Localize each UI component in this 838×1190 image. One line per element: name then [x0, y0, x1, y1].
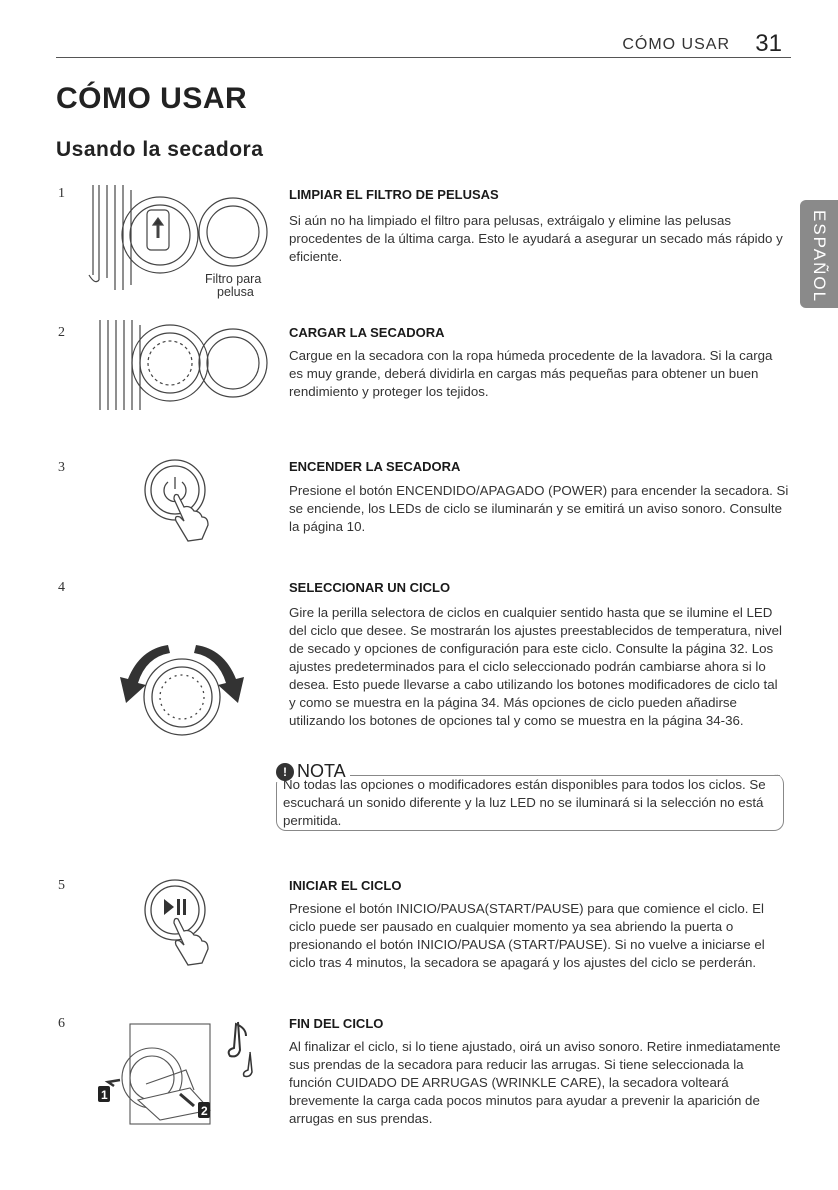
step-heading: LIMPIAR EL FILTRO DE PELUSAS [289, 187, 499, 202]
step-body: Al finalizar el ciclo, si lo tiene ajustado, oirá un aviso sonoro. Retire inmediatamente sus prendas de la secadora para reducir las arrugas. Si tiene seleccionada la función CUIDADO DE ARRUGAS (WRINKLE CARE), la secadora volteará brevemente la carga cada pocos minutos para ayudar a prevenir la aparición de arrugas en sus prendas. [289, 1039, 781, 1126]
side-tab-label: ESPAÑOL [810, 210, 829, 304]
start-pause-button-illustration [140, 875, 240, 975]
page-title: CÓMO USAR [56, 82, 248, 115]
step-number: 6 [58, 1016, 65, 1031]
step-number: 4 [58, 580, 65, 595]
note-title: NOTA [297, 761, 346, 781]
running-header [560, 30, 790, 60]
language-side-tab [800, 200, 838, 308]
lint-filter-illustration [85, 180, 270, 300]
step-heading: FIN DEL CICLO [289, 1016, 384, 1031]
step-heading: INICIAR EL CICLO [289, 878, 402, 893]
image-marker: 1 [101, 1088, 108, 1102]
image-caption: pelusa [217, 285, 254, 299]
step-number: 5 [58, 878, 65, 893]
note-text: No todas las opciones o modificadores están disponibles para todos los ciclos. Se escuchará un sonido diferente y la luz LED no se iluminará si la selección no está permitida. [283, 777, 766, 828]
page-number: 31 [755, 30, 782, 57]
step-body: Presione el botón ENCENDIDO/APAGADO (POWER) para encender la secadora. Si se enciende, los LEDs de ciclo se iluminarán y se emitirá un aviso sonoro. Consulte la página 10. [289, 483, 789, 534]
step-body: Cargue en la secadora con la ropa húmeda procedente de la lavadora. Si la carga es muy grande, deberá dividirla en cargas más pequeñas para obtener un buen rendimiento y proteger los tejidos. [289, 348, 773, 399]
step-number: 2 [58, 325, 65, 340]
step-heading: SELECCIONAR UN CICLO [289, 580, 451, 595]
step-body: Presione el botón INICIO/PAUSA(START/PAUSE) para que comience el ciclo. El ciclo puede ser pausado en cualquier momento ya sea abriendo la puerta o presionando el botón INICIO/PAUSA (START/PAUSE). Si no vuelve a iniciarse el ciclo tras 4 minutos, la secadora se apagará y los ajustes del ciclo se perderán. [289, 901, 765, 970]
dryer-door-open-illustration [90, 315, 270, 415]
image-marker: 2 [201, 1104, 208, 1118]
image-caption: Filtro para [205, 272, 262, 286]
step-body: Si aún no ha limpiado el filtro para pelusas, extráigalo y elimine las pelusas procedentes de la última carga. Esto le ayudará a asegurar un secado más rápido y eficiente. [289, 213, 783, 264]
step-heading: ENCENDER LA SECADORA [289, 459, 461, 474]
step-number: 3 [58, 460, 65, 475]
step-heading: CARGAR LA SECADORA [289, 325, 445, 340]
end-of-cycle-illustration [90, 1010, 270, 1130]
running-title: CÓMO USAR [622, 36, 730, 53]
cycle-knob-illustration [112, 635, 252, 740]
note-icon: ! [276, 763, 294, 781]
section-title: Usando la secadora [56, 138, 264, 161]
step-number: 1 [58, 186, 65, 201]
power-button-illustration [140, 455, 230, 545]
step-body: Gire la perilla selectora de ciclos en cualquier sentido hasta que se ilumine el LED del ciclo que desee. Se mostrarán los ajustes preestablecidos de temperatura, nivel de secado y opciones de configuración para este ciclo. Consulte la página 32. Los ajustes predeterminados para el ciclo seleccionado podrán cambiarse ahora si lo desea. Esto puede llevarse a cabo utilizando los botones modificadores de ciclo tal y como se muestra en la página 34. Más opciones de ciclo pueden añadirse utilizando los botones de opciones tal y como se muestra en la página 34-36. [289, 605, 782, 728]
header-rule [56, 57, 791, 58]
